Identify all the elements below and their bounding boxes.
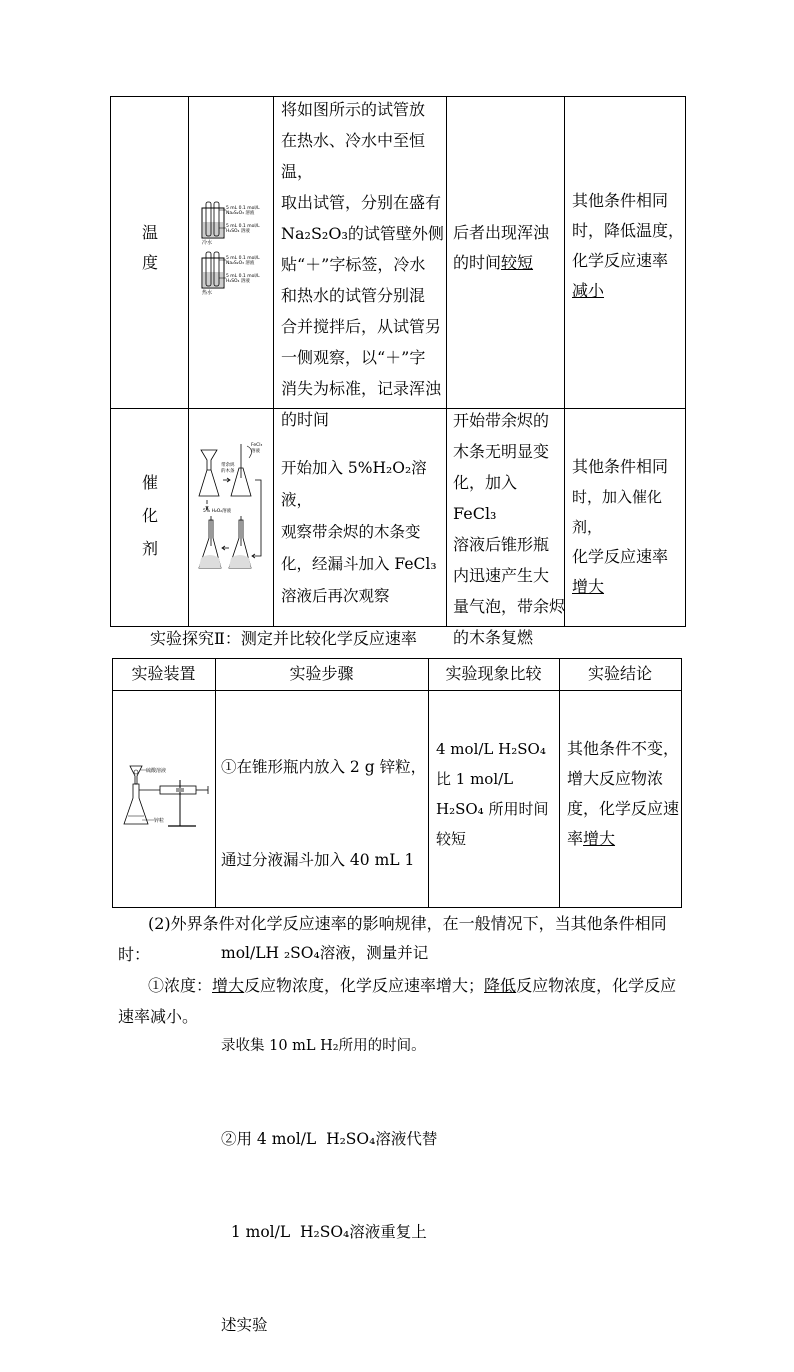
catalyst-apparatus-image [195, 440, 271, 580]
phenomenon-temperature: 后者出现浑浊 的时间较短 [453, 223, 550, 272]
factor-temperature: 温 度 [141, 223, 158, 272]
steps-catalyst: 开始加入 5%H₂O₂溶液， 观察带余烬的木条变 化，经漏斗加入 FeCl₃ 溶液后再次观察 [281, 459, 437, 605]
label-na2s2o3-top: 5 mL 0.1 mol/L [226, 206, 260, 211]
svg-text:的木条: 的木条 [221, 469, 235, 474]
factor-catalyst: 催 化 剂 [141, 473, 158, 558]
steps-temperature: 将如图所示的试管放 在热水、冷水中至恒温， 取出试管，分别在盛有 Na₂S₂O₃的试管壁外侧 贴“＋”字标签，冷水 和热水的试管分别混 合并搅拌后，从试管另 一侧观察，以“＋”字 消失为标准，记录浑浊 的时间 [281, 100, 444, 429]
label-fecl3: FeCl₃ [251, 443, 263, 448]
svg-text:溶液: 溶液 [251, 449, 260, 454]
paragraph-concentration: ①浓度：增大反应物浓度，化学反应速率增大；降低反应物浓度，化学反应 速率减小。 [118, 976, 677, 1026]
temperature-apparatus-image [198, 198, 268, 298]
header-steps: 实验步骤 [289, 664, 354, 683]
svg-text:Na₂S₂O₃ 溶液: Na₂S₂O₃ 溶液 [226, 211, 255, 216]
label-hot-water: 热水 [202, 290, 213, 296]
section-title-experiment-2: 实验探究Ⅱ：测定并比较化学反应速率 [150, 629, 417, 648]
svg-text:5 mL 0.1 mol/L: 5 mL 0.1 mol/L [226, 224, 260, 229]
steps-reaction-rate: ①在锥形瓶内放入 2 g 锌粒， 通过分液漏斗加入 40 mL 1 mol/LH ₂SO₄溶液，测量并记 录收集 10 mL H₂所用的时间。 ②用 4 mol/L H₂SO₄溶液代替 1 mol/L H₂SO₄溶液重复上 述实验 [221, 758, 438, 1334]
conclusion-temperature: 其他条件相同 时，降低温度， 化学反应速率 减小 [572, 191, 685, 300]
header-apparatus: 实验装置 [131, 664, 196, 683]
svg-text:Na₂S₂O₃ 溶液: Na₂S₂O₃ 溶液 [226, 261, 255, 266]
phenomenon-catalyst: 开始带余烬的 木条无明显变 化，加入 FeCl₃ 溶液后锥形瓶 内迅速产生大 量气泡，带余烬 的木条复燃 [453, 411, 566, 647]
phenomenon-reaction-rate: 4 mol/L H₂SO₄ 比 1 mol/L H₂SO₄ 所用时间 较短 [436, 740, 549, 848]
paragraph-rules: (2)外界条件对化学反应速率的影响规律，在一般情况下，当其他条件相同 时： [118, 914, 667, 964]
label-zinc: 锌粒 [154, 818, 165, 824]
label-h2o2: 5% H₂O₂溶液 [203, 509, 232, 514]
reaction-rate-apparatus-image [120, 760, 212, 832]
label-glowing-stick: 带余烬 [221, 463, 235, 468]
label-cold-water: 冷水 [202, 240, 213, 246]
header-phenomenon: 实验现象比较 [445, 664, 542, 683]
header-conclusion: 实验结论 [587, 664, 652, 683]
conclusion-catalyst: 其他条件相同 时，加入催化剂， 化学反应速率 增大 [572, 457, 669, 596]
svg-text:5 mL 0.1 mol/L: 5 mL 0.1 mol/L [226, 274, 260, 279]
conclusion-reaction-rate: 其他条件不变， 增大反应物浓 度，化学反应速 率增大 [567, 739, 680, 848]
label-sulfuric-acid: 硫酸溶液 [146, 768, 167, 774]
svg-text:H₂SO₄ 溶液: H₂SO₄ 溶液 [226, 229, 250, 234]
svg-text:H₂SO₄ 溶液: H₂SO₄ 溶液 [226, 279, 250, 284]
svg-text:5 mL 0.1 mol/L: 5 mL 0.1 mol/L [226, 256, 260, 261]
